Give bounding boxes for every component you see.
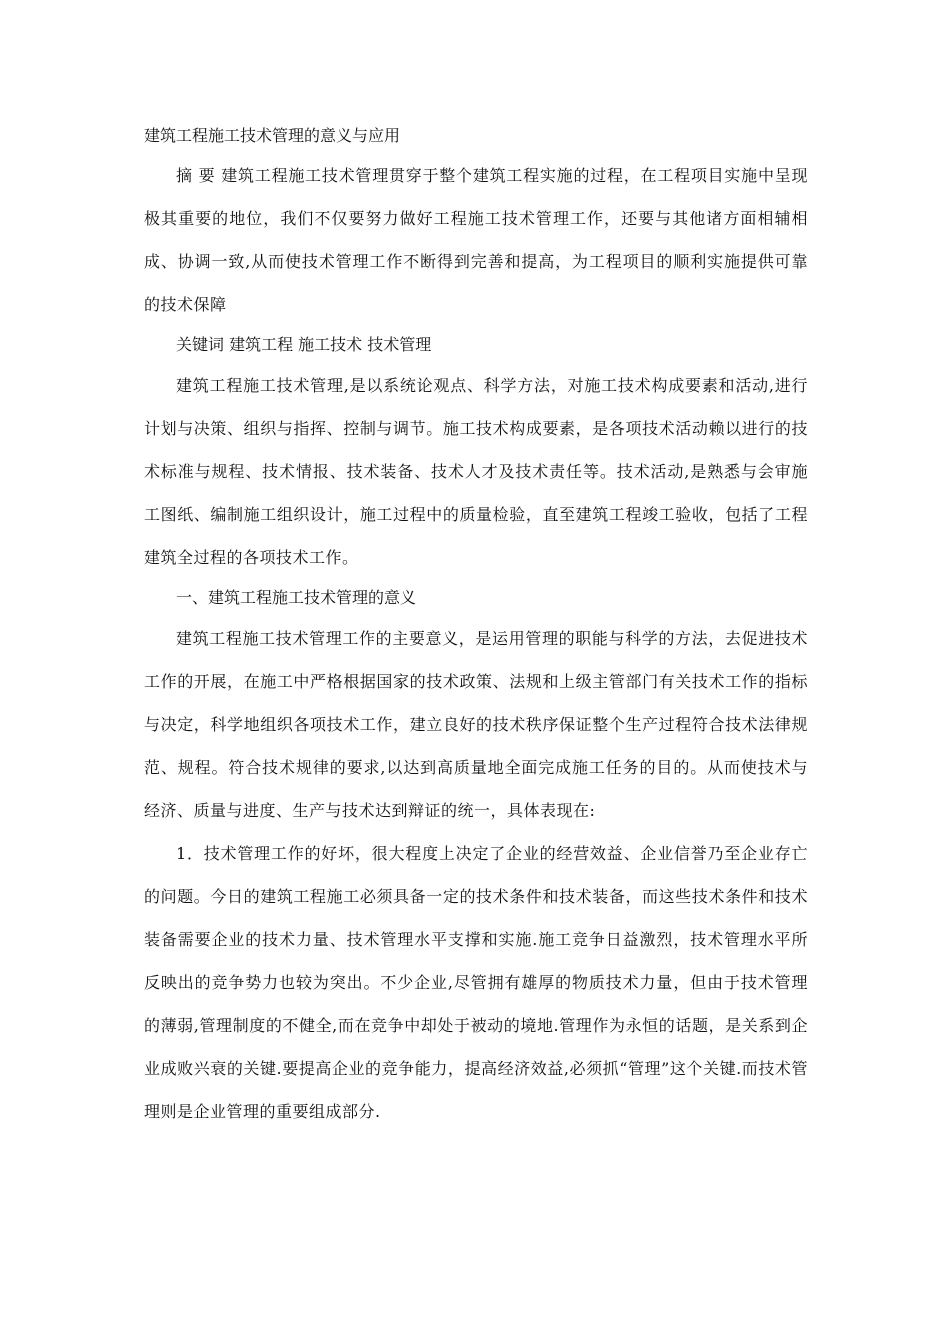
point-1-paragraph: 1．技术管理工作的好坏，很大程度上决定了企业的经营效益、企业信誉乃至企业存亡的问题。今日的建筑工程施工必须具备一定的技术条件和技术装备，而这些技术条件和技术装备需要企业的技术力量、技术管理水平支撑和实施.施工竞争日益激烈，技术管理水平所反映出的竞争势力也较为突出。不少企业,尽管拥有雄厚的物质技术力量，但由于技术管理的薄弱,管理制度的不健全,而在竞争中却处于被动的境地.管理作为永恒的话题，是关系到企业成败兴衰的关键.要提高企业的竞争能力，提高经济效益,必须抓“管理”这个关键.而技术管理则是企业管理的重要组成部分. (144, 844, 808, 1121)
document-body (144, 118, 808, 1133)
document-title: 建筑工程施工技术管理的意义与应用 (144, 126, 401, 145)
intro-paragraph: 建筑工程施工技术管理,是以系统论观点、科学方法，对施工技术构成要素和活动,进行计划与决策、组织与指挥、控制与调节。施工技术构成要素，是各项技术活动赖以进行的技术标准与规程、技术情报、技术装备、技术人才及技术责任等。技术活动,是熟悉与会审施工图纸、编制施工组织设计，施工过程中的质量检验，直至建筑工程竣工验收，包括了工程建筑全过程的各项技术工作。 (144, 376, 808, 567)
section-1-paragraph: 建筑工程施工技术管理工作的主要意义，是运用管理的职能与科学的方法，去促进技术工作的开展，在施工中严格根据国家的技术政策、法规和上级主管部门有关技术工作的指标与决定，科学地组织各项技术工作，建立良好的技术秩序保证整个生产过程符合技术法律规范、规程。符合技术规律的要求,以达到高质量地全面完成施工任务的目的。从而使技术与经济、质量与进度、生产与技术达到辩证的统一，具体表现在: (144, 629, 808, 820)
keywords-line: 关键词 建筑工程 施工技术 技术管理 (176, 335, 432, 354)
abstract-paragraph: 摘 要 建筑工程施工技术管理贯穿于整个建筑工程实施的过程，在工程项目实施中呈现极其重要的地位，我们不仅要努力做好工程施工技术管理工作，还要与其他诸方面相辅相成、协调一致,从而使技术管理工作不断得到完善和提高，为工程项目的顺利实施提供可靠的技术保障 (144, 166, 808, 314)
section-1-heading: 一、建筑工程施工技术管理的意义 (176, 588, 417, 607)
